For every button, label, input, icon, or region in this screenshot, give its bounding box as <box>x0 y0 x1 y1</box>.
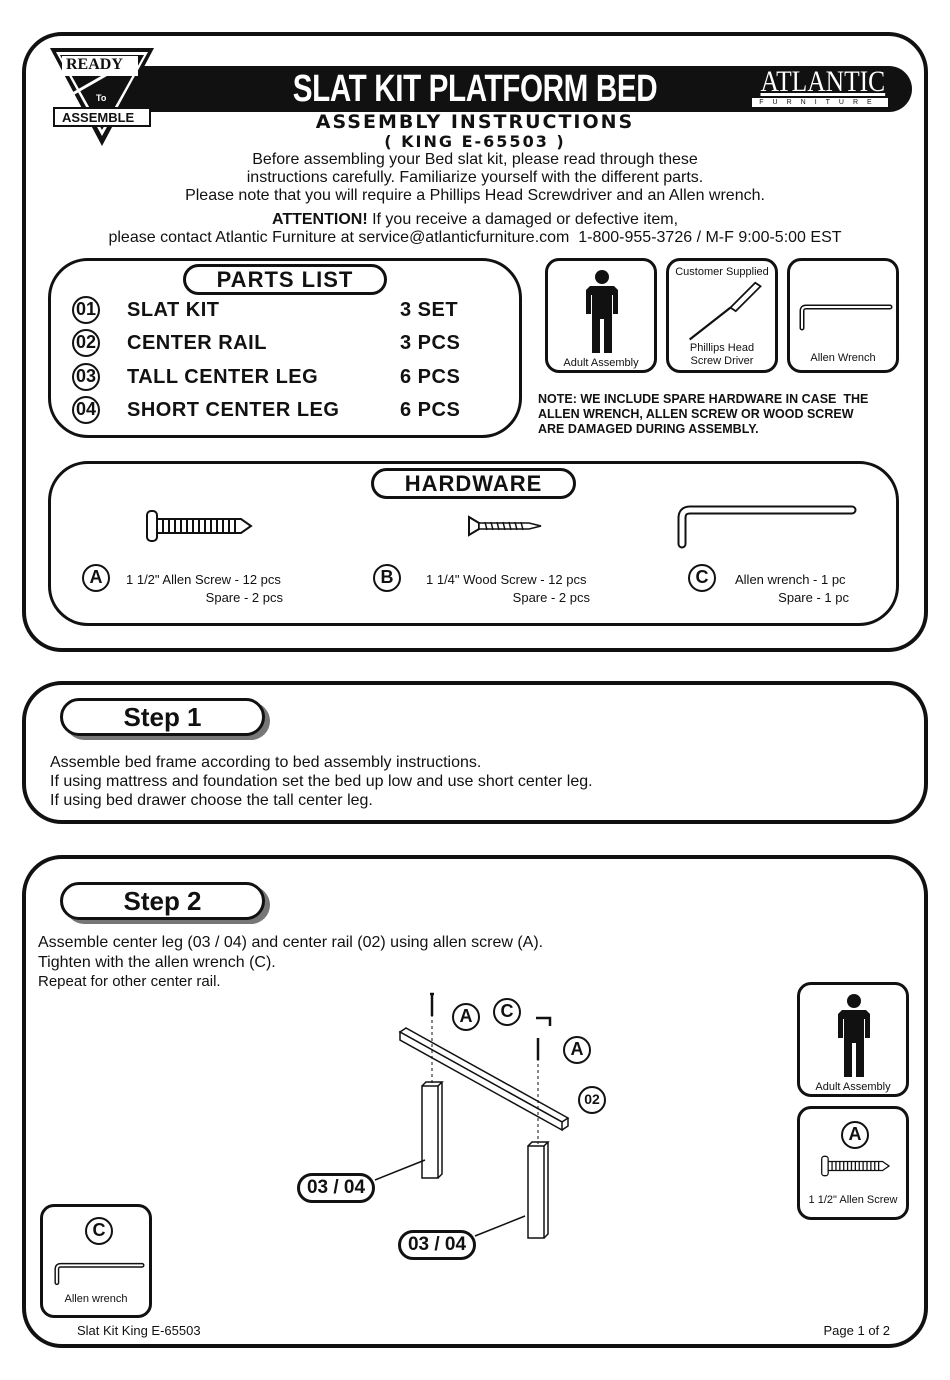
part-name: SHORT CENTER LEG <box>127 399 340 421</box>
step1-line: If using bed drawer choose the tall center leg. <box>50 792 373 809</box>
step2-wrench-box <box>40 1204 152 1318</box>
logo-to: To <box>96 93 107 103</box>
contact-line: please contact Atlantic Furniture at service@atlanticfurniture.com 1-800-955-3726 / M-F 9:00-5:00 EST <box>108 229 842 246</box>
part-number: 02 <box>72 329 100 357</box>
step2-line: Tighten with the allen wrench (C). <box>38 954 276 971</box>
attention-text: If you receive a damaged or defective item, <box>367 211 679 228</box>
step2-adult-box <box>797 982 909 1097</box>
attention-label: ATTENTION! <box>271 211 368 228</box>
screwdriver-label: Phillips Head <box>689 342 755 354</box>
hardware-spare: Spare - 1 pc <box>778 590 849 605</box>
hardware-spare: Spare - 2 pcs <box>512 590 590 605</box>
part-qty: 3 PCS <box>400 332 461 354</box>
intro-line: Please note that you will require a Phillips Head Screwdriver and an Allen wrench. <box>185 187 765 204</box>
part-number: 04 <box>72 396 100 424</box>
logo-ready: READY <box>66 56 123 73</box>
wrench-letter: C <box>85 1217 113 1245</box>
step1-title: Step 1 <box>60 698 265 736</box>
brand-logo: ATLANTIC <box>760 65 886 98</box>
footer-doc-id: Slat Kit King E-65503 <box>77 1323 201 1338</box>
step2-title: Step 2 <box>60 882 265 920</box>
hardware-letter-c: C <box>688 564 716 592</box>
adult-assembly-label: Adult Assembly <box>563 357 639 369</box>
adult-assembly-label: Adult Assembly <box>815 1081 891 1093</box>
hardware-letter-a: A <box>82 564 110 592</box>
step2-screw-box <box>797 1106 909 1220</box>
hardware-desc: 1 1/4" Wood Screw - 12 pcs <box>426 572 587 587</box>
part-name: TALL CENTER LEG <box>127 366 319 388</box>
hardware-letter-b: B <box>373 564 401 592</box>
page-title: SLAT KIT PLATFORM BED <box>292 68 658 110</box>
model-number: ( KING E-65503 ) <box>384 132 566 151</box>
part-qty: 6 PCS <box>400 399 461 421</box>
screwdriver-label-2: Screw Driver <box>690 355 754 367</box>
part-qty: 6 PCS <box>400 366 461 388</box>
callout-leg-2: 03 / 04 <box>398 1230 476 1260</box>
part-number: 01 <box>72 296 100 324</box>
part-number: 03 <box>72 363 100 391</box>
intro-line: Before assembling your Bed slat kit, please read through these <box>252 151 698 168</box>
callout-rail: 02 <box>578 1086 606 1114</box>
intro-line: instructions carefully. Familiarize yourself with the different parts. <box>246 169 704 186</box>
allen-wrench-label: Allen Wrench <box>810 352 876 364</box>
screw-letter: A <box>841 1121 869 1149</box>
customer-supplied-label: Customer Supplied <box>675 266 769 278</box>
person-icon <box>584 269 620 353</box>
allen-wrench-icon <box>53 1259 145 1289</box>
hardware-spare: Spare - 2 pcs <box>205 590 283 605</box>
attention-line <box>0 211 950 229</box>
wrench-label: Allen wrench <box>64 1293 128 1305</box>
callout-c: C <box>493 998 521 1026</box>
step2-line: Assemble center leg (03 / 04) and center rail (02) using allen screw (A). <box>38 934 544 951</box>
callout-a-2: A <box>563 1036 591 1064</box>
screw-label: 1 1/2" Allen Screw <box>808 1194 898 1206</box>
step1-line: Assemble bed frame according to bed assembly instructions. <box>50 754 482 771</box>
allen-wrench-box <box>787 258 899 373</box>
screwdriver-icon <box>681 281 771 343</box>
assembly-instructions-heading: ASSEMBLY INSTRUCTIONS <box>315 111 635 133</box>
footer-page-number: Page 1 of 2 <box>823 1323 890 1338</box>
allen-screw-icon <box>145 509 255 543</box>
logo-assemble: ASSEMBLE <box>62 110 135 125</box>
callout-a: A <box>452 1003 480 1031</box>
note-line: ARE DAMAGED DURING ASSEMBLY. <box>538 422 759 436</box>
allen-screw-icon <box>816 1155 896 1177</box>
hardware-title: HARDWARE <box>371 468 576 499</box>
step1-line: If using mattress and foundation set the bed up low and use short center leg. <box>50 773 593 790</box>
callout-lines <box>370 1130 530 1250</box>
allen-wrench-icon <box>798 301 893 331</box>
part-name: CENTER RAIL <box>127 332 267 354</box>
hardware-desc: Allen wrench - 1 pc <box>735 572 846 587</box>
allen-wrench-hardware-icon <box>676 502 858 550</box>
person-icon <box>836 993 872 1077</box>
part-qty: 3 SET <box>400 299 459 321</box>
part-name: SLAT KIT <box>127 299 220 321</box>
brand-logo-sub: FURNITURE <box>752 98 888 107</box>
callout-leg: 03 / 04 <box>297 1173 375 1203</box>
note-line: NOTE: WE INCLUDE SPARE HARDWARE IN CASE THE <box>538 392 869 406</box>
spare-hardware-note <box>538 392 868 437</box>
screwdriver-box <box>666 258 778 373</box>
adult-assembly-box <box>545 258 657 373</box>
parts-list-title: PARTS LIST <box>183 264 387 295</box>
center-leg-right <box>528 1142 548 1238</box>
step2-line: Repeat for other center rail. <box>38 973 221 990</box>
note-line: ALLEN WRENCH, ALLEN SCREW OR WOOD SCREW <box>538 407 854 421</box>
hardware-desc: 1 1/2" Allen Screw - 12 pcs <box>126 572 281 587</box>
wood-screw-icon <box>467 515 543 537</box>
